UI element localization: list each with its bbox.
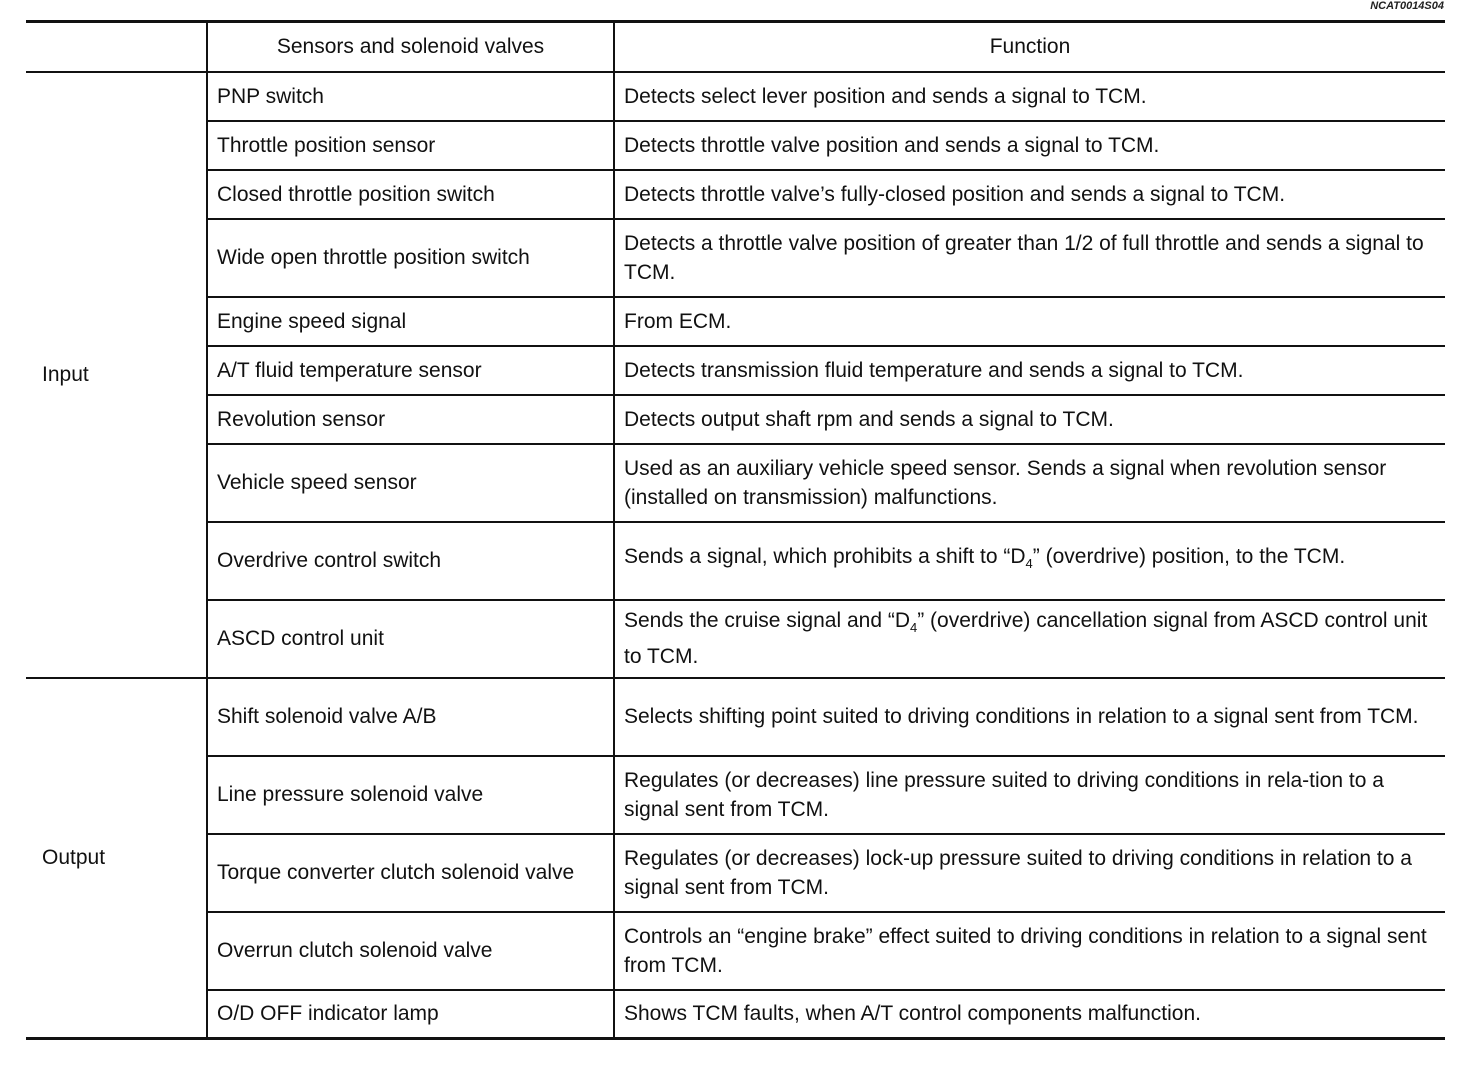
sensor-name: Throttle position sensor — [207, 121, 614, 170]
sensor-name: O/D OFF indicator lamp — [207, 990, 614, 1039]
sensors-function-table — [26, 20, 1445, 1040]
function-text: Regulates (or decreases) line pressure suited to driving conditions in rela-tion to a signal sent from TCM. — [614, 756, 1445, 834]
function-text — [614, 522, 1445, 600]
function-text: Detects output shaft rpm and sends a signal to TCM. — [614, 395, 1445, 444]
table-row — [26, 297, 1445, 346]
table-row — [26, 678, 1445, 756]
table-row — [26, 170, 1445, 219]
sensor-name: Torque converter clutch solenoid valve — [207, 834, 614, 912]
function-text-part: Sends a signal, which prohibits a shift to “D — [624, 545, 1026, 569]
table-row — [26, 444, 1445, 522]
sensor-name: Overdrive control switch — [207, 522, 614, 600]
sensor-name: A/T fluid temperature sensor — [207, 346, 614, 395]
function-text: Controls an “engine brake” effect suited to driving conditions in relation to a signal sent from TCM. — [614, 912, 1445, 990]
function-text: Shows TCM faults, when A/T control components malfunction. — [614, 990, 1445, 1039]
header-sensors: Sensors and solenoid valves — [207, 22, 614, 72]
header-group — [26, 22, 207, 72]
sensor-name: PNP switch — [207, 72, 614, 121]
function-text-part: ” (overdrive) position, to the TCM. — [1032, 545, 1346, 569]
output-group — [26, 678, 1445, 1039]
sensor-name: Vehicle speed sensor — [207, 444, 614, 522]
sensor-name: Shift solenoid valve A/B — [207, 678, 614, 756]
table-row — [26, 121, 1445, 170]
table-row — [26, 990, 1445, 1039]
group-label-input: Input — [26, 72, 207, 678]
subscript-4: 4 — [910, 620, 918, 636]
function-text: Detects throttle valve position and sends a signal to TCM. — [614, 121, 1445, 170]
group-label-output: Output — [26, 678, 207, 1039]
sensor-name: Closed throttle position switch — [207, 170, 614, 219]
function-text-part: ” (overdrive) cancellation signal from ASCD control unit to TCM. — [624, 608, 1428, 669]
table-row — [26, 346, 1445, 395]
function-text-part: Sends the cruise signal and “D — [624, 608, 910, 632]
sensor-name: Wide open throttle position switch — [207, 219, 614, 297]
table-row — [26, 834, 1445, 912]
sensor-name: ASCD control unit — [207, 600, 614, 678]
header-function: Function — [989, 35, 1071, 59]
function-text: Detects transmission fluid temperature and sends a signal to TCM. — [614, 346, 1445, 395]
table-row — [26, 72, 1445, 121]
document-code: NCAT0014S04 — [1370, 0, 1444, 12]
table-row — [26, 395, 1445, 444]
sensor-name: Overrun clutch solenoid valve — [207, 912, 614, 990]
table-row — [26, 600, 1445, 678]
function-text: From ECM. — [614, 297, 1445, 346]
function-text: Detects a throttle valve position of greater than 1/2 of full throttle and sends a signal to TCM. — [614, 219, 1445, 297]
function-text: Used as an auxiliary vehicle speed sensor. Sends a signal when revolution sensor (installed on transmission) malfunctions. — [614, 444, 1445, 522]
function-text: Detects throttle valve’s fully-closed position and sends a signal to TCM. — [614, 170, 1445, 219]
subscript-4: 4 — [1025, 556, 1033, 572]
table-row — [26, 219, 1445, 297]
function-text — [614, 600, 1445, 678]
sensor-name: Revolution sensor — [207, 395, 614, 444]
function-text: Selects shifting point suited to driving conditions in relation to a signal sent from TCM. — [614, 678, 1445, 756]
table-row — [26, 756, 1445, 834]
sensor-name: Line pressure solenoid valve — [207, 756, 614, 834]
table-row — [26, 522, 1445, 600]
input-group — [26, 72, 1445, 678]
table-row — [26, 912, 1445, 990]
function-text: Regulates (or decreases) lock-up pressure suited to driving conditions in relation to a signal sent from TCM. — [614, 834, 1445, 912]
sensor-name: Engine speed signal — [207, 297, 614, 346]
function-text: Detects select lever position and sends a signal to TCM. — [614, 72, 1445, 121]
table-header-row — [26, 22, 1445, 72]
